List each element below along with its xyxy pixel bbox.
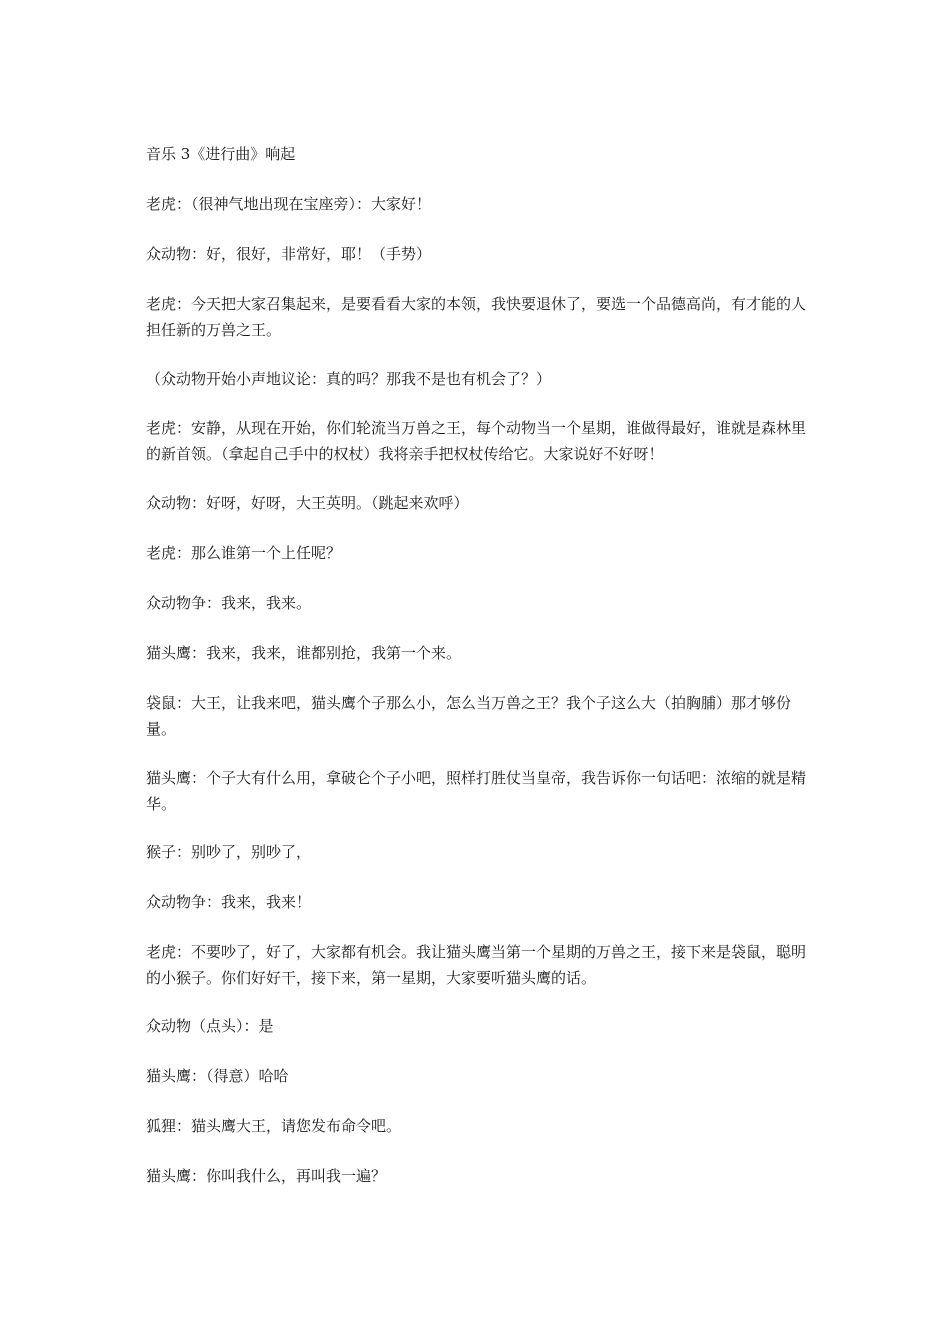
paragraph-tiger-question: 老虎：那么谁第一个上任呢？ [146,544,342,562]
paragraph-tiger-greeting: 老虎：（很神气地出现在宝座旁）：大家好！ [146,195,432,213]
paragraph-owl-question: 猫头鹰：你叫我什么，再叫我一遍？ [146,1167,387,1185]
paragraph-kangaroo: 袋鼠：大王，让我来吧，猫头鹰个子那么小，怎么当万兽之王？我个子这么大（拍胸脯）那才够份量。 [146,694,792,738]
paragraph-owl-retort: 猫头鹰：个子大有什么用，拿破仑个子小吧，照样打胜仗当皇帝，我告诉你一句话吧：浓缩的就是精华。 [146,769,807,813]
paragraph-animals-reply: 众动物：好，很好，非常好，耶！（手势） [146,245,432,263]
paragraph-animals-cheer: 众动物：好呀，好呀，大王英明。（跳起来欢呼） [146,494,469,512]
paragraph-tiger-rules: 老虎：安静，从现在开始，你们轮流当万兽之王，每个动物当一个星期，谁做得最好，谁就是森林里的新首领。（拿起自己手中的权杖）我将亲手把权杖传给它。大家说好不好呀！ [146,419,807,463]
paragraph-animals-whisper: （众动物开始小声地议论：真的吗？那我不是也有机会了？） [146,370,552,388]
paragraph-monkey: 猴子：别吵了，别吵了， [146,843,312,861]
paragraph-music-cue: 音乐 3《进行曲》响起 [146,145,296,163]
paragraph-owl-first: 猫头鹰：我来，我来，谁都别抢，我第一个来。 [146,644,462,662]
paragraph-animals-compete-2: 众动物争：我来，我来！ [146,893,312,911]
paragraph-fox: 狐狸：猫头鹰大王，请您发布命令吧。 [146,1117,402,1135]
paragraph-owl-laugh: 猫头鹰：（得意）哈哈 [146,1067,289,1085]
paragraph-animals-compete: 众动物争：我来，我来。 [146,594,312,612]
paragraph-tiger-announcement: 老虎：今天把大家召集起来，是要看看大家的本领，我快要退休了，要选一个品德高尚，有才能的人担任新的万兽之王。 [146,295,807,339]
paragraph-animals-nod: 众动物（点头）：是 [146,1017,274,1035]
paragraph-tiger-decision: 老虎：不要吵了，好了，大家都有机会。我让猫头鹰当第一个星期的万兽之王，接下来是袋鼠，聪明的小猴子。你们好好干，接下来，第一星期，大家要听猫头鹰的话。 [146,943,807,987]
